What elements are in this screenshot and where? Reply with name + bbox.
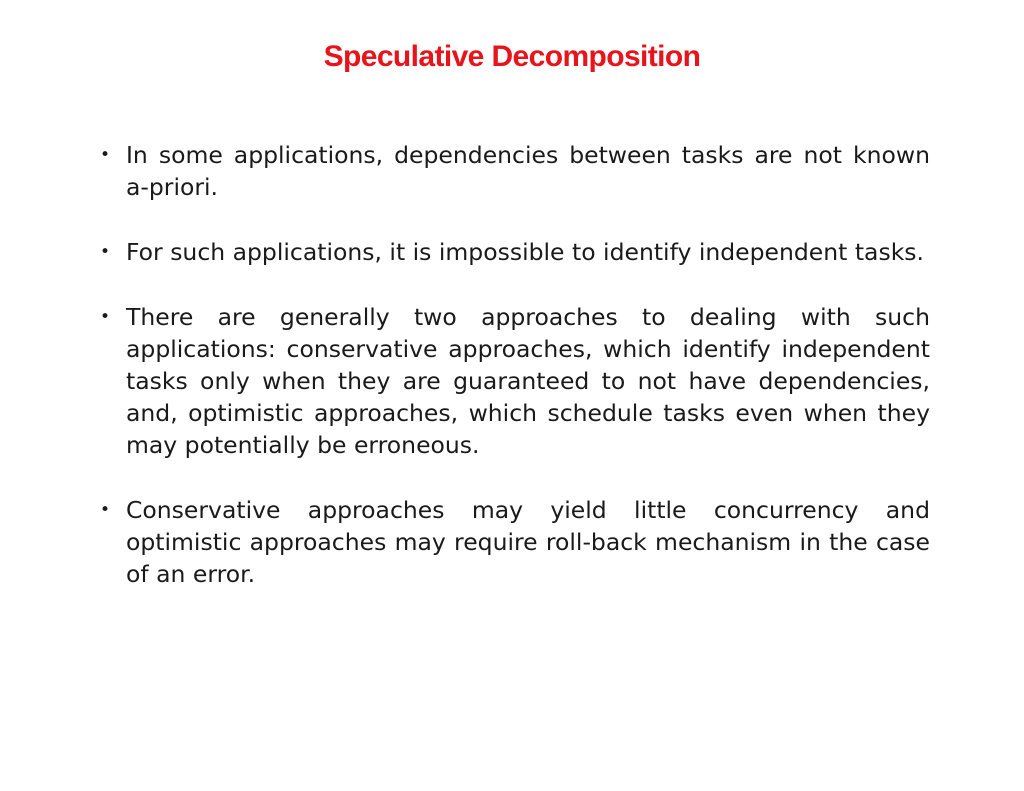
bullet-text: For such applications, it is impossible to identify independent tasks. (126, 238, 925, 266)
bullet-text: In some applications, dependencies between tasks are not known a-priori. (126, 141, 930, 201)
bullet-list (98, 139, 930, 623)
bullet-item (98, 301, 930, 461)
bullet-marker: • (100, 307, 111, 327)
bullet-item (98, 494, 930, 590)
bullet-text: Conservative approaches may yield little concurrency and optimistic approaches may require roll-back mechanism in the case of an error. (126, 496, 930, 588)
slide-title: Speculative Decomposition (323, 40, 701, 73)
bullet-marker: • (100, 500, 111, 520)
bullet-marker: • (100, 145, 111, 165)
bullet-text: There are generally two approaches to dealing with such applications: conservative approaches, which identify independent tasks only when they are guaranteed to not have dependencies, and, optimistic approaches, which schedule tasks even when they may potentially be erroneous. (126, 303, 930, 459)
bullet-item (98, 139, 930, 203)
bullet-item (98, 236, 930, 268)
bullet-marker: • (100, 242, 111, 262)
